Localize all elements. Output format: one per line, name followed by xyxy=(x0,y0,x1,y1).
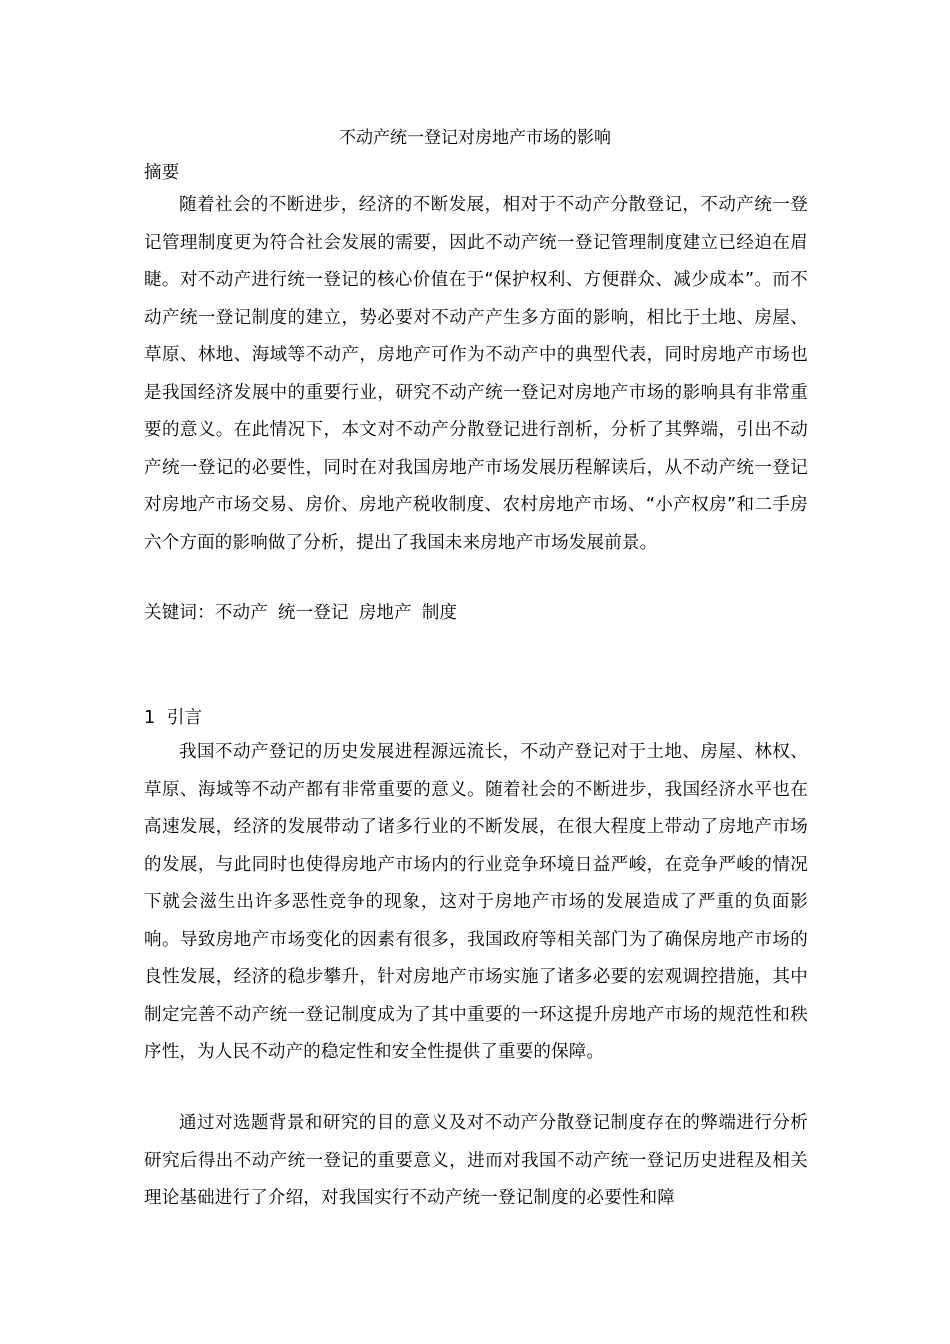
keyword-item: 统一登记 xyxy=(277,603,349,623)
keyword-item: 制度 xyxy=(421,603,458,623)
keywords-label: 关键词： xyxy=(144,603,215,623)
keyword-item: 不动产 xyxy=(214,603,268,623)
section-heading-introduction: 1 引言 xyxy=(144,708,203,728)
keywords-line xyxy=(144,595,808,633)
keyword-item: 房地产 xyxy=(358,603,412,623)
document-title: 不动产统一登记对房地产市场的影响 xyxy=(339,128,611,148)
introduction-paragraph-2: 通过对选题背景和研究的目的意义及对不动产分散登记制度存在的弊端进行分析研究后得出不动产统一登记的重要意义，进而对我国不动产统一登记历史进程及相关理论基础进行了介绍，对我国实行不动产统一登记制度的必要性和障 xyxy=(144,1113,808,1208)
abstract-paragraph: 随着社会的不断进步，经济的不断发展，相对于不动产分散登记，不动产统一登记管理制度更为符合社会发展的需要，因此不动产统一登记管理制度建立已经迫在眉睫。对不动产进行统一登记的核心价值在于“保护权利、方便群众、减少成本”。而不动产统一登记制度的建立，势必要对不动产产生多方面的影响，相比于土地、房屋、草原、林地、海域等不动产，房地产可作为不动产中的典型代表，同时房地产市场也是我国经济发展中的重要行业，研究不动产统一登记对房地产市场的影响具有非常重要的意义。在此情况下，本文对不动产分散登记进行剖析，分析了其弊端，引出不动产统一登记的必要性，同时在对我国房地产市场发展历程解读后，从不动产统一登记对房地产市场交易、房价、房地产税收制度、农村房地产市场、“小产权房”和二手房六个方面的影响做了分析，提出了我国未来房地产市场发展前景。 xyxy=(144,195,808,553)
introduction-paragraph-1: 我国不动产登记的历史发展进程源远流长，不动产登记对于土地、房屋、林权、草原、海域等不动产都有非常重要的意义。随着社会的不断进步，我国经济水平也在高速发展，经济的发展带动了诸多行业的不断发展，在很大程度上带动了房地产市场的发展，与此同时也使得房地产市场内的行业竞争环境日益严峻，在竞争严峻的情况下就会滋生出许多恶性竞争的现象，这对于房地产市场的发展造成了严重的负面影响。导致房地产市场变化的因素有很多，我国政府等相关部门为了确保房地产市场的良性发展，经济的稳步攀升，针对房地产市场实施了诸多必要的宏观调控措施，其中制定完善不动产统一登记制度成为了其中重要的一环这提升房地产市场的规范性和秩序性，为人民不动产的稳定性和安全性提供了重要的保障。 xyxy=(144,742,808,1062)
abstract-heading: 摘要 xyxy=(144,163,180,183)
